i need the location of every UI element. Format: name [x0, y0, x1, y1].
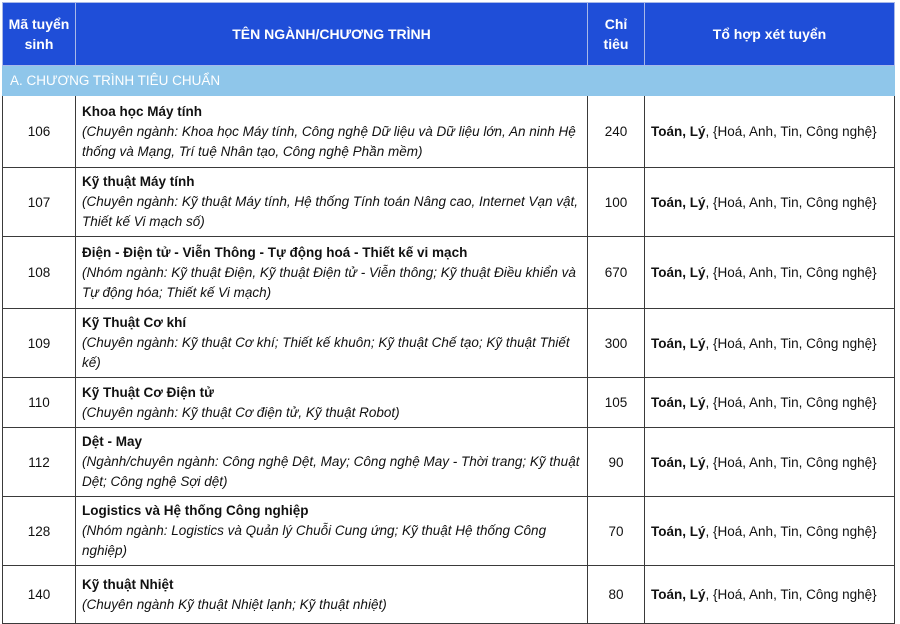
program-description: (Nhóm ngành: Logistics và Quản lý Chuỗi Cung ứng; Kỹ thuật Hệ thống Công nghiệp) [82, 523, 547, 558]
program-description: (Chuyên ngành Kỹ thuật Nhiệt lạnh; Kỹ thuật nhiệt) [82, 596, 387, 612]
program-quota: 80 [588, 566, 645, 624]
program-code: 108 [3, 237, 76, 309]
program-cell [76, 566, 588, 624]
program-code: 110 [3, 378, 76, 428]
subject-combo [645, 237, 895, 309]
program-name: Kỹ Thuật Cơ Điện tử [82, 384, 214, 400]
program-cell [76, 497, 588, 566]
table-row [3, 96, 895, 168]
combo-optional-subjects: , {Hoá, Anh, Tin, Công nghệ} [705, 587, 877, 602]
table-row [3, 566, 895, 624]
program-cell [76, 428, 588, 497]
program-name: Logistics và Hệ thống Công nghiệp [82, 503, 309, 518]
subject-combo [645, 96, 895, 168]
subject-combo [645, 309, 895, 378]
header-row [3, 3, 895, 66]
program-code: 109 [3, 309, 76, 378]
subject-combo [645, 378, 895, 428]
program-name: Kỹ Thuật Cơ khí [82, 315, 187, 330]
program-code: 112 [3, 428, 76, 497]
program-description: (Chuyên ngành: Kỹ thuật Cơ điện tử, Kỹ thuật Robot) [82, 404, 400, 420]
program-description: (Chuyên ngành: Khoa học Máy tính, Công nghệ Dữ liệu và Dữ liệu lớn, An ninh Hệ thống và Mạng, Trí tuệ Nhân tạo, Công nghệ Phần mềm) [82, 123, 576, 159]
program-name: Khoa học Máy tính [82, 103, 203, 119]
combo-optional-subjects: , {Hoá, Anh, Tin, Công nghệ} [705, 265, 877, 280]
combo-core-subjects: Toán, Lý [651, 454, 706, 470]
combo-core-subjects: Toán, Lý [651, 265, 706, 280]
program-description: (Nhóm ngành: Kỹ thuật Điện, Kỹ thuật Điện tử - Viễn thông; Kỹ thuật Điều khiển và Tự động hóa; Thiết kế Vi mạch) [82, 264, 576, 300]
program-quota: 240 [588, 96, 645, 168]
combo-core-subjects: Toán, Lý [651, 335, 706, 351]
program-code: 107 [3, 168, 76, 237]
combo-core-subjects: Toán, Lý [651, 395, 706, 410]
header-combo: Tổ hợp xét tuyển [645, 3, 895, 66]
combo-core-subjects: Toán, Lý [651, 124, 706, 139]
program-name: Kỹ thuật Máy tính [82, 174, 195, 189]
table-row [3, 497, 895, 566]
subject-combo [645, 428, 895, 497]
program-cell [76, 378, 588, 428]
header-code: Mã tuyển sinh [3, 3, 76, 66]
table-row [3, 378, 895, 428]
program-cell [76, 309, 588, 378]
program-cell [76, 168, 588, 237]
combo-optional-subjects: , {Hoá, Anh, Tin, Công nghệ} [705, 454, 877, 470]
program-quota: 300 [588, 309, 645, 378]
subject-combo [645, 497, 895, 566]
program-quota: 90 [588, 428, 645, 497]
table-row [3, 428, 895, 497]
combo-optional-subjects: , {Hoá, Anh, Tin, Công nghệ} [705, 523, 877, 539]
program-quota: 70 [588, 497, 645, 566]
program-code: 106 [3, 96, 76, 168]
table-row [3, 237, 895, 309]
combo-optional-subjects: , {Hoá, Anh, Tin, Công nghệ} [705, 194, 877, 210]
program-quota: 105 [588, 378, 645, 428]
program-code: 128 [3, 497, 76, 566]
program-cell [76, 237, 588, 309]
subject-combo [645, 566, 895, 624]
program-description: (Chuyên ngành: Kỹ thuật Máy tính, Hệ thống Tính toán Nâng cao, Internet Vạn vật, Thiết kế Vi mạch số) [82, 194, 579, 229]
combo-core-subjects: Toán, Lý [651, 194, 706, 210]
combo-core-subjects: Toán, Lý [651, 523, 706, 539]
program-quota: 100 [588, 168, 645, 237]
admission-table [2, 2, 895, 624]
section-title: A. CHƯƠNG TRÌNH TIÊU CHUẨN [3, 66, 895, 96]
program-name: Điện - Điện tử - Viễn Thông - Tự động hoá - Thiết kế vi mạch [82, 244, 468, 260]
table-row [3, 168, 895, 237]
combo-core-subjects: Toán, Lý [651, 587, 706, 602]
program-description: (Ngành/chuyên ngành: Công nghệ Dệt, May; Công nghệ May - Thời trang; Kỹ thuật Dệt; Công nghệ Sợi dệt) [82, 454, 580, 489]
section-row [3, 66, 895, 96]
subject-combo [645, 168, 895, 237]
program-cell [76, 96, 588, 168]
program-code: 140 [3, 566, 76, 624]
combo-optional-subjects: , {Hoá, Anh, Tin, Công nghệ} [705, 124, 877, 139]
header-quota: Chỉ tiêu [588, 3, 645, 66]
combo-optional-subjects: , {Hoá, Anh, Tin, Công nghệ} [705, 395, 877, 410]
program-description: (Chuyên ngành: Kỹ thuật Cơ khí; Thiết kế khuôn; Kỹ thuật Chế tạo; Kỹ thuật Thiết kế) [82, 335, 570, 370]
program-quota: 670 [588, 237, 645, 309]
table-row [3, 309, 895, 378]
combo-optional-subjects: , {Hoá, Anh, Tin, Công nghệ} [705, 335, 877, 351]
program-name: Dệt - May [82, 434, 143, 449]
program-name: Kỹ thuật Nhiệt [82, 576, 174, 592]
header-program: TÊN NGÀNH/CHƯƠNG TRÌNH [76, 3, 588, 66]
